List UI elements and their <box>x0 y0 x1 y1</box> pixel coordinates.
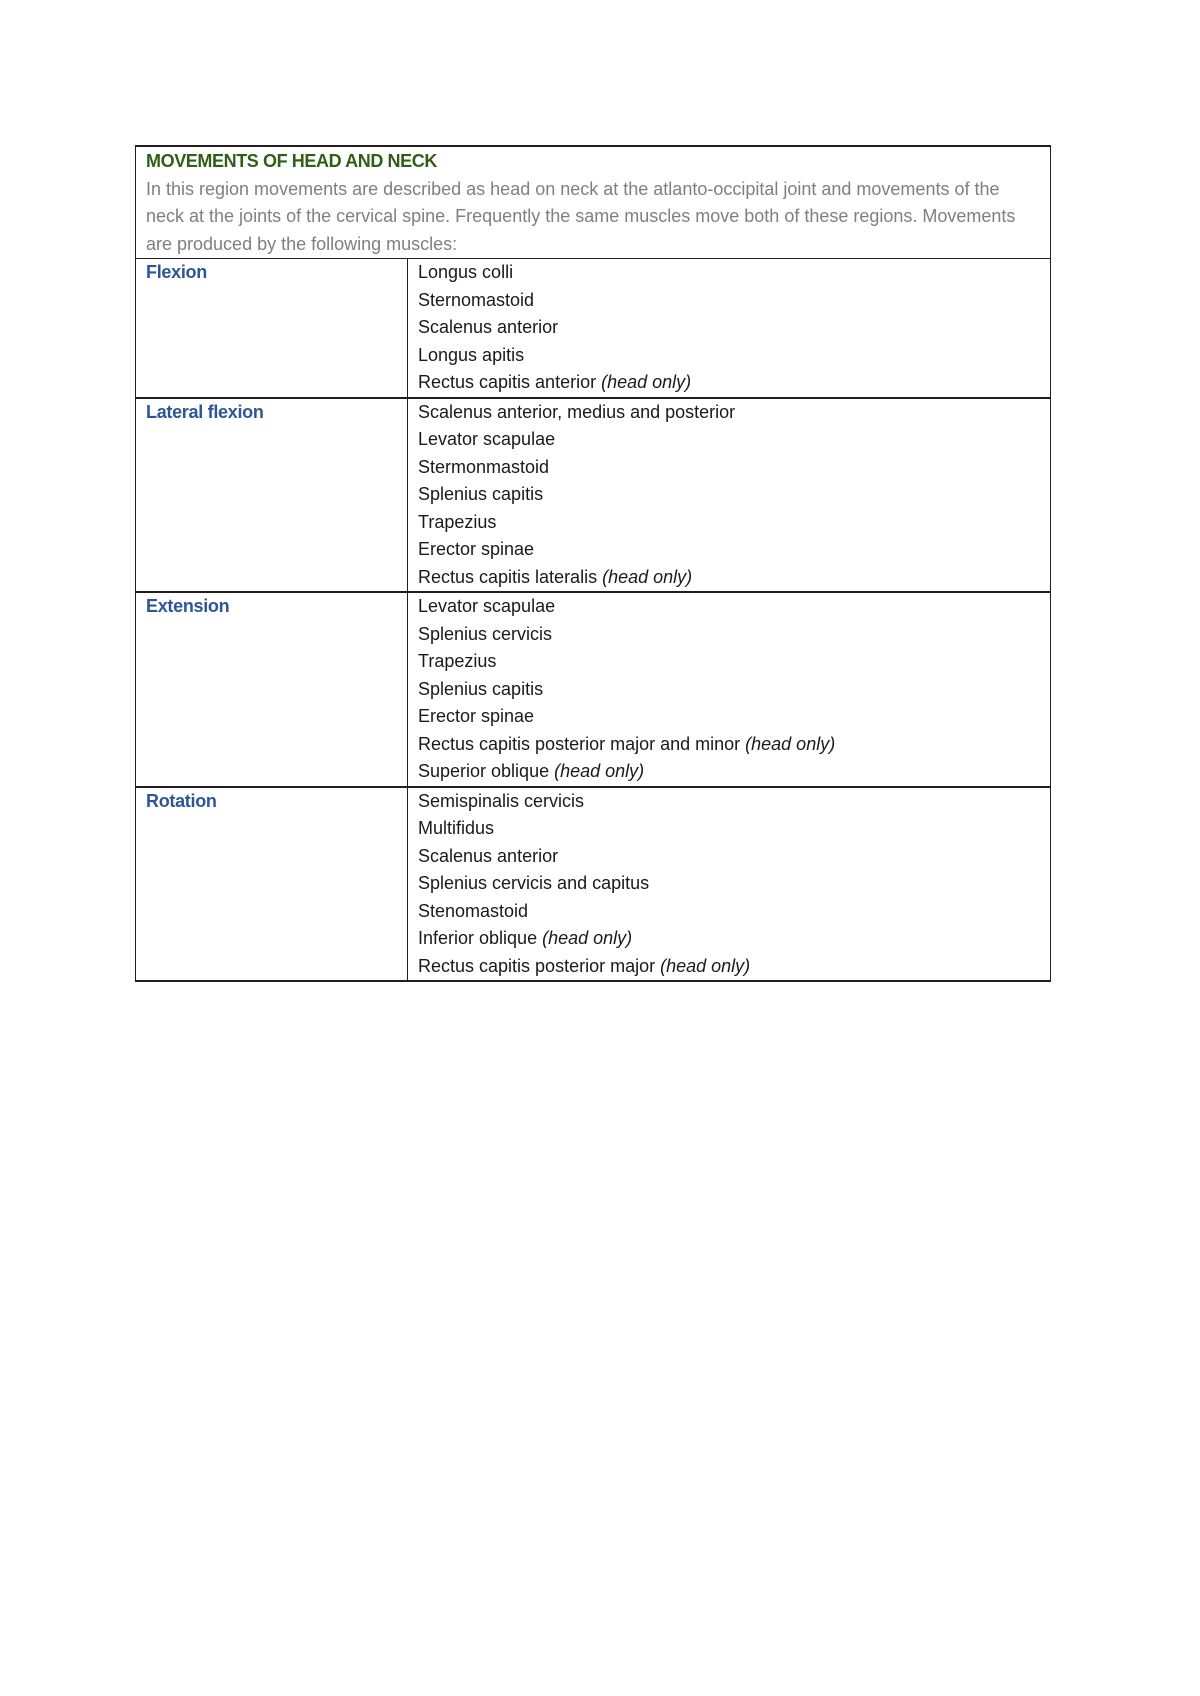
movement-cell <box>136 259 408 398</box>
muscle-item <box>418 648 1040 676</box>
muscle-name: Scalenus anterior, medius and posterior <box>418 401 736 422</box>
muscle-item <box>418 314 1040 342</box>
muscle-name: Scalenus anterior <box>418 845 559 866</box>
muscle-item <box>418 481 1040 509</box>
muscle-name: Longus colli <box>418 262 514 282</box>
muscle-item <box>418 758 1040 786</box>
muscle-name: Levator scapulae <box>418 429 556 449</box>
muscle-name: Rectus capitis posterior major and minor <box>418 733 746 754</box>
muscle-movements-table <box>135 145 1051 982</box>
table-header-row <box>136 146 1051 259</box>
movement-cell <box>136 787 408 982</box>
muscle-name: Longus apitis <box>418 344 525 365</box>
movement-label: Lateral flexion <box>146 401 264 422</box>
muscle-name: Splenius cervicis and capitus <box>418 873 650 893</box>
movement-label: Rotation <box>146 790 217 811</box>
muscle-item <box>418 676 1040 704</box>
muscle-name: Stenomastoid <box>418 900 529 921</box>
movement-cell <box>136 592 408 787</box>
muscle-name: Scalenus anterior <box>418 317 559 337</box>
muscle-name: Superior oblique <box>418 761 555 781</box>
muscle-name: Sternomastoid <box>418 289 535 310</box>
muscles-cell <box>408 592 1051 787</box>
table-row <box>136 592 1051 787</box>
table-row <box>136 787 1051 982</box>
muscle-name: Rectus capitis anterior <box>418 372 602 392</box>
muscle-note: (head only) <box>660 955 751 976</box>
muscle-item <box>418 870 1040 898</box>
muscle-name: Trapezius <box>418 651 497 671</box>
document-title: MOVEMENTS OF HEAD AND NECK <box>146 151 437 171</box>
muscle-item <box>418 953 1040 981</box>
muscle-note: (head only) <box>554 761 645 781</box>
movement-label: Flexion <box>146 262 207 282</box>
muscle-item <box>418 788 1040 816</box>
muscle-item <box>418 509 1040 537</box>
muscle-name: Splenius capitis <box>418 678 544 699</box>
muscle-note: (head only) <box>602 566 693 587</box>
muscle-item <box>418 593 1040 621</box>
muscle-item <box>418 564 1040 592</box>
muscle-item <box>418 369 1040 397</box>
muscle-note: (head only) <box>745 733 836 754</box>
muscle-item <box>418 454 1040 482</box>
muscle-name: Rectus capitis lateralis <box>418 566 603 587</box>
muscles-cell <box>408 787 1051 982</box>
muscle-item <box>418 925 1040 953</box>
movement-cell <box>136 398 408 593</box>
muscle-item <box>418 287 1040 315</box>
muscle-item <box>418 536 1040 564</box>
muscle-item <box>418 399 1040 427</box>
muscle-item <box>418 426 1040 454</box>
movement-label: Extension <box>146 596 230 616</box>
table-row <box>136 259 1051 398</box>
muscle-item <box>418 703 1040 731</box>
muscle-name: Rectus capitis posterior major <box>418 955 661 976</box>
muscle-name: Stermonmastoid <box>418 456 550 477</box>
muscle-name: Multifidus <box>418 818 495 838</box>
muscle-name: Erector spinae <box>418 539 535 559</box>
muscle-name: Levator scapulae <box>418 596 556 616</box>
muscle-name: Inferior oblique <box>418 928 543 948</box>
muscle-item <box>418 342 1040 370</box>
muscle-item <box>418 259 1040 287</box>
muscle-name: Splenius cervicis <box>418 623 553 644</box>
muscle-item <box>418 898 1040 926</box>
muscle-note: (head only) <box>601 372 692 392</box>
muscle-name: Splenius capitis <box>418 484 544 504</box>
muscles-cell <box>408 398 1051 593</box>
table-row <box>136 398 1051 593</box>
muscle-name: Erector spinae <box>418 706 535 726</box>
muscles-cell <box>408 259 1051 398</box>
muscle-item <box>418 815 1040 843</box>
muscle-name: Semispinalis cervicis <box>418 790 585 811</box>
muscle-item <box>418 621 1040 649</box>
muscle-name: Trapezius <box>418 511 497 532</box>
muscle-item <box>418 843 1040 871</box>
intro-paragraph: In this region movements are described as head on neck at the atlanto-occipital joint and movements of the neck at the joints of the cervical spine. Frequently the same muscles move both of these regions. Movements are produced by the following muscles: <box>146 178 1016 254</box>
muscle-item <box>418 731 1040 759</box>
muscle-note: (head only) <box>542 928 633 948</box>
header-cell <box>136 146 1051 259</box>
